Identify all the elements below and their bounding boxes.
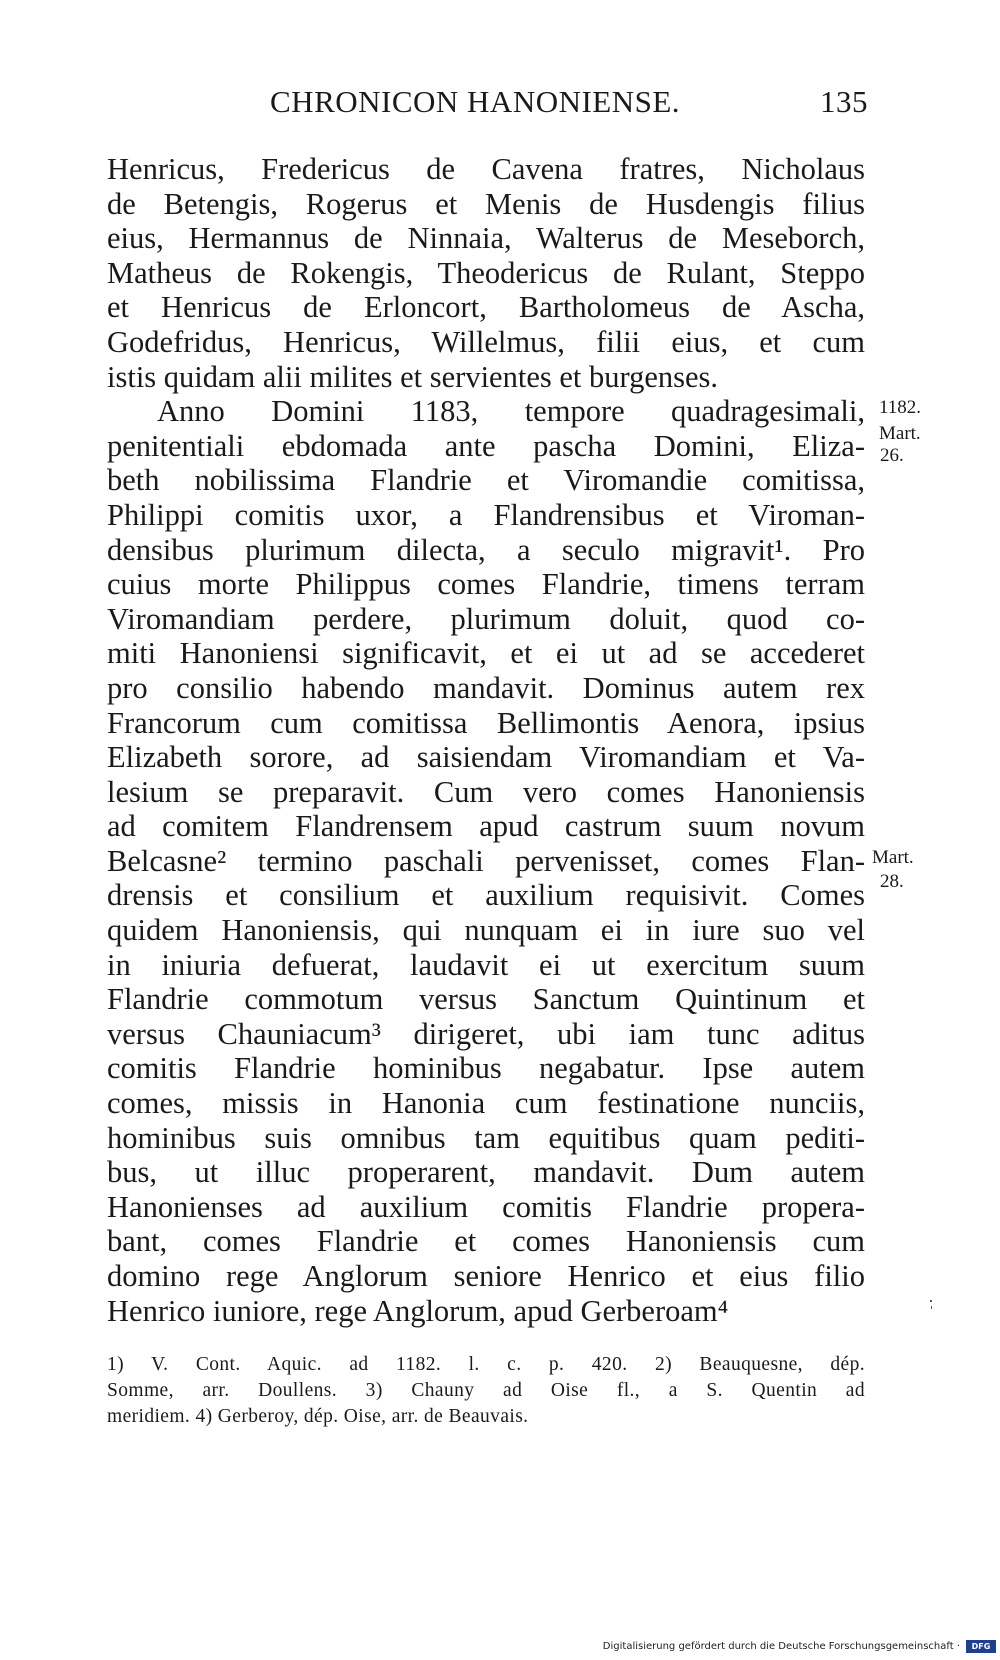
body-text — [107, 152, 865, 1328]
text-line: in iniuria defuerat, laudavit ei ut exercitum suum — [107, 947, 865, 982]
dfg-logo: DFG — [966, 1640, 996, 1653]
text-line: beth nobilissima Flandrie et Viromandie comitissa, — [107, 463, 865, 498]
text-line: ad comitem Flandrensem apud castrum suum novum — [107, 809, 865, 844]
text-line: et Henricus de Erloncort, Bartholomeus de Ascha, — [107, 290, 865, 325]
text-line: Francorum cum comitissa Bellimontis Aenora, ipsius — [107, 705, 865, 740]
running-title: CHRONICON HANONIENSE. — [270, 84, 681, 119]
scan-speck — [931, 1306, 932, 1309]
text-line: bant, comes Flandrie et comes Hanoniensis cum — [107, 1224, 865, 1259]
digitization-credit — [602, 1640, 996, 1656]
text-line: miti Hanoniensi significavit, et ei ut ad se accederet — [107, 636, 865, 671]
credit-text: Digitalisierung gefördert durch die Deutsche Forschungsgemeinschaft · — [602, 1641, 960, 1652]
text-line: Hanonienses ad auxilium comitis Flandrie propera- — [107, 1189, 865, 1224]
footnote-line: Somme, arr. Doullens. 3) Chauny ad Oise fl., a S. Quentin ad — [107, 1380, 865, 1401]
text-line: Belcasne² termino paschali pervenisset, comes Flan- — [107, 843, 865, 878]
text-line: drensis et consilium et auxilium requisivit. Comes — [107, 878, 865, 913]
page-number: 135 — [820, 84, 868, 119]
text-line: cuius morte Philippus comes Flandrie, timens terram — [107, 567, 865, 602]
text-line: domino rege Anglorum seniore Henrico et eius filio — [107, 1259, 865, 1293]
text-line: de Betengis, Rogerus et Menis de Husdengis filius — [107, 186, 865, 221]
footnote-line: 1) V. Cont. Aquic. ad 1182. l. c. p. 420. 2) Beauquesne, dép. — [107, 1354, 865, 1375]
text-line: Matheus de Rokengis, Theodericus de Rulant, Steppo — [107, 255, 865, 290]
text-line: Flandrie commotum versus Sanctum Quintinum et — [107, 982, 865, 1017]
margin-note-month: Mart. — [872, 847, 914, 868]
text-line: pro consilio habendo mandavit. Dominus autem rex — [107, 670, 865, 705]
text-line: Elizabeth sorore, ad saisiendam Viromandiam et Va- — [107, 740, 865, 775]
text-line: Henricus, Fredericus de Cavena fratres, Nicholaus — [107, 152, 865, 186]
paragraph-start-line: Anno Domini 1183, tempore quadragesimali, — [157, 394, 865, 429]
text-line: eius, Hermannus de Ninnaia, Walterus de Meseborch, — [107, 221, 865, 256]
text-line: bus, ut illuc properarent, mandavit. Dum autem — [107, 1155, 865, 1190]
text-line: Viromandiam perdere, plurimum doluit, quod co- — [107, 601, 865, 636]
text-line: Henrico iuniore, rege Anglorum, apud Gerberoam⁴ — [107, 1293, 729, 1328]
margin-note-month: Mart. — [879, 423, 921, 444]
text-line: lesium se preparavit. Cum vero comes Hanoniensis — [107, 774, 865, 809]
footnotes — [107, 1352, 865, 1430]
margin-note-year: 1182. — [879, 397, 922, 418]
text-line: penitentiali ebdomada ante pascha Domini, Eliza- — [107, 428, 865, 463]
margin-note-day: 28. — [880, 871, 904, 892]
margin-note-day: 26. — [880, 445, 904, 466]
text-line: quidem Hanoniensis, qui nunquam ei in iure suo vel — [107, 913, 865, 948]
text-line: Godefridus, Henricus, Willelmus, filii eius, et cum — [107, 324, 865, 359]
text-line: comes, missis in Hanonia cum festinatione nunciis, — [107, 1086, 865, 1121]
running-header — [270, 84, 870, 124]
scan-speck — [930, 1300, 932, 1302]
text-line: densibus plurimum dilecta, a seculo migravit¹. Pro — [107, 532, 865, 567]
text-line: istis quidam alii milites et servientes et burgenses. — [107, 359, 719, 394]
text-line: versus Chauniacum³ dirigeret, ubi iam tunc aditus — [107, 1016, 865, 1051]
footnote-line: meridiem. 4) Gerberoy, dép. Oise, arr. de Beauvais. — [107, 1406, 529, 1427]
text-line: comitis Flandrie hominibus negabatur. Ipse autem — [107, 1051, 865, 1086]
text-line: hominibus suis omnibus tam equitibus quam pediti- — [107, 1120, 865, 1155]
text-line: Philippi comitis uxor, a Flandrensibus et Viroman- — [107, 497, 865, 532]
